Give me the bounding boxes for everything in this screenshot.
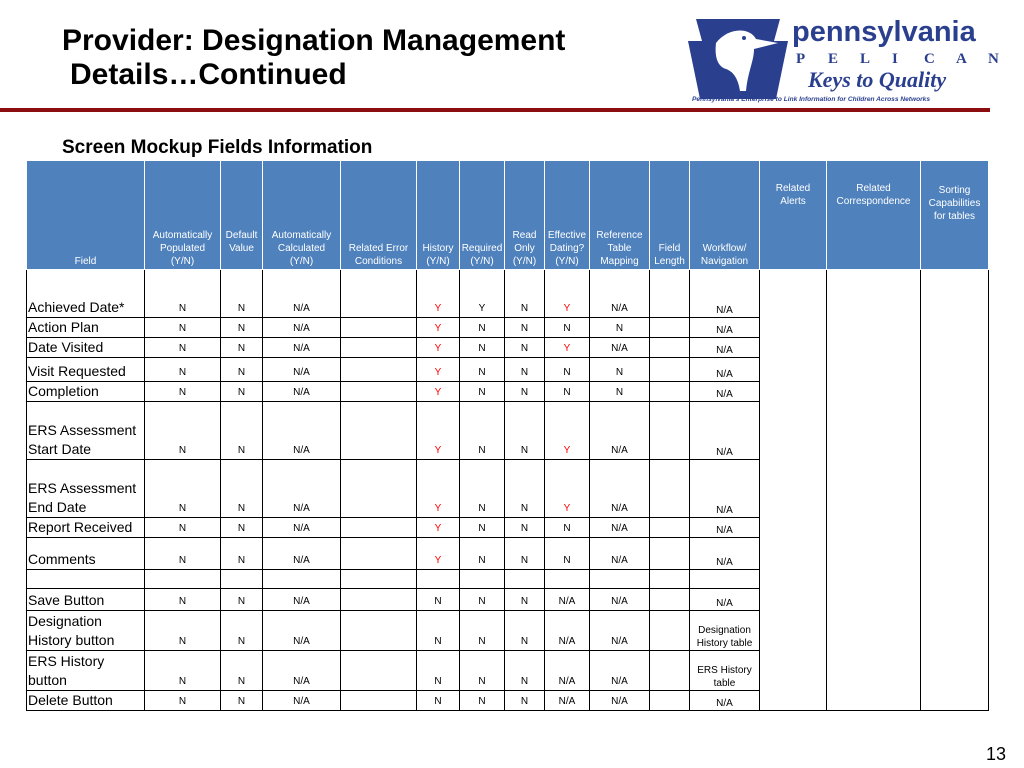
col-field: Field bbox=[27, 161, 145, 270]
cell-eff: N bbox=[545, 318, 590, 338]
cell-auto-pop: N bbox=[145, 538, 221, 570]
cell-read-only bbox=[505, 570, 545, 589]
cell-required: N bbox=[460, 318, 505, 338]
cell-error bbox=[341, 538, 417, 570]
cell-required: N bbox=[460, 358, 505, 382]
cell-calc: N/A bbox=[263, 611, 341, 651]
cell-error bbox=[341, 318, 417, 338]
cell-history: Y bbox=[417, 538, 460, 570]
page-title bbox=[62, 24, 565, 92]
cell-default: N bbox=[221, 611, 263, 651]
cell-default: N bbox=[221, 402, 263, 460]
cell-calc: N/A bbox=[263, 338, 341, 358]
field-name-cell: Comments bbox=[27, 538, 145, 570]
field-name-cell: Completion bbox=[27, 382, 145, 402]
cell-required: N bbox=[460, 538, 505, 570]
field-name-cell: Designation History button bbox=[27, 611, 145, 651]
svg-text:L: L bbox=[860, 51, 871, 67]
logo-tagline: Keys to Quality bbox=[808, 67, 947, 92]
page-number: 13 bbox=[985, 744, 1006, 764]
cell-len bbox=[650, 570, 690, 589]
cell-required: N bbox=[460, 460, 505, 518]
col-related-correspondence: Related Correspondence bbox=[827, 161, 921, 270]
cell-eff: N bbox=[545, 382, 590, 402]
field-name-cell: Delete Button bbox=[27, 691, 145, 711]
cell-len bbox=[650, 338, 690, 358]
cell-len bbox=[650, 358, 690, 382]
cell-eff: Y bbox=[545, 270, 590, 318]
cell-required: N bbox=[460, 691, 505, 711]
field-name-cell: Visit Requested bbox=[27, 358, 145, 382]
cell-calc bbox=[263, 570, 341, 589]
cell-len bbox=[650, 460, 690, 518]
svg-text:I: I bbox=[892, 51, 898, 67]
cell-required: N bbox=[460, 589, 505, 611]
title-line-1: Provider: Designation Management bbox=[62, 24, 566, 57]
col-effective-dating: Effective Dating? (Y/N) bbox=[545, 161, 590, 270]
col-default-value: Default Value bbox=[221, 161, 263, 270]
cell-auto-pop: N bbox=[145, 358, 221, 382]
cell-read-only: N bbox=[505, 270, 545, 318]
field-name-cell: Date Visited bbox=[27, 338, 145, 358]
cell-auto-pop: N bbox=[145, 318, 221, 338]
cell-history: Y bbox=[417, 518, 460, 538]
cell-history: Y bbox=[417, 358, 460, 382]
cell-ref: N/A bbox=[590, 402, 650, 460]
header-row bbox=[27, 161, 989, 270]
cell-len bbox=[650, 402, 690, 460]
cell-default: N bbox=[221, 589, 263, 611]
cell-auto-pop: N bbox=[145, 338, 221, 358]
cell-auto-pop: N bbox=[145, 460, 221, 518]
cell-related-correspondence bbox=[827, 270, 921, 711]
cell-history: N bbox=[417, 691, 460, 711]
cell-default: N bbox=[221, 538, 263, 570]
cell-workflow: N/A bbox=[690, 538, 760, 570]
cell-workflow: N/A bbox=[690, 402, 760, 460]
cell-ref: N bbox=[590, 358, 650, 382]
col-history: History (Y/N) bbox=[417, 161, 460, 270]
cell-workflow: Designation History table bbox=[690, 611, 760, 651]
cell-auto-pop: N bbox=[145, 611, 221, 651]
cell-workflow: N/A bbox=[690, 691, 760, 711]
cell-history: Y bbox=[417, 402, 460, 460]
cell-ref: N/A bbox=[590, 460, 650, 518]
cell-eff: Y bbox=[545, 460, 590, 518]
cell-read-only: N bbox=[505, 460, 545, 518]
field-name-cell: Achieved Date* bbox=[27, 270, 145, 318]
cell-required: Y bbox=[460, 270, 505, 318]
cell-auto-pop: N bbox=[145, 518, 221, 538]
cell-error bbox=[341, 358, 417, 382]
col-related-error: Related Error Conditions bbox=[341, 161, 417, 270]
cell-workflow: ERS History table bbox=[690, 651, 760, 691]
cell-workflow: N/A bbox=[690, 270, 760, 318]
field-name-cell: ERS History button bbox=[27, 651, 145, 691]
cell-error bbox=[341, 382, 417, 402]
cell-required: N bbox=[460, 338, 505, 358]
cell-default: N bbox=[221, 358, 263, 382]
cell-len bbox=[650, 270, 690, 318]
cell-error bbox=[341, 570, 417, 589]
cell-calc: N/A bbox=[263, 402, 341, 460]
svg-text:P: P bbox=[796, 51, 806, 67]
cell-error bbox=[341, 651, 417, 691]
cell-ref: N/A bbox=[590, 538, 650, 570]
field-name-cell: Save Button bbox=[27, 589, 145, 611]
cell-auto-pop: N bbox=[145, 651, 221, 691]
cell-eff: N/A bbox=[545, 589, 590, 611]
cell-default: N bbox=[221, 382, 263, 402]
cell-history: N bbox=[417, 611, 460, 651]
cell-len bbox=[650, 382, 690, 402]
cell-error bbox=[341, 402, 417, 460]
cell-required: N bbox=[460, 518, 505, 538]
table-row bbox=[27, 270, 989, 318]
field-name-cell: ERS Assessment End Date bbox=[27, 460, 145, 518]
col-reference-table: Reference Table Mapping bbox=[590, 161, 650, 270]
cell-ref: N/A bbox=[590, 338, 650, 358]
cell-default: N bbox=[221, 651, 263, 691]
cell-default: N bbox=[221, 460, 263, 518]
cell-required: N bbox=[460, 611, 505, 651]
logo-word: pennsylvania bbox=[792, 16, 976, 48]
header-rule bbox=[0, 108, 990, 112]
cell-default: N bbox=[221, 518, 263, 538]
col-workflow: Workflow/ Navigation bbox=[690, 161, 760, 270]
col-auto-populated: Automatically Populated (Y/N) bbox=[145, 161, 221, 270]
cell-history: Y bbox=[417, 318, 460, 338]
cell-ref: N/A bbox=[590, 518, 650, 538]
cell-read-only: N bbox=[505, 518, 545, 538]
cell-eff: N bbox=[545, 518, 590, 538]
cell-error bbox=[341, 589, 417, 611]
cell-calc: N/A bbox=[263, 382, 341, 402]
cell-history: Y bbox=[417, 270, 460, 318]
cell-workflow: N/A bbox=[690, 318, 760, 338]
cell-len bbox=[650, 538, 690, 570]
cell-auto-pop: N bbox=[145, 402, 221, 460]
logo-letters bbox=[796, 51, 999, 67]
cell-error bbox=[341, 338, 417, 358]
col-read-only: Read Only (Y/N) bbox=[505, 161, 545, 270]
cell-eff: N bbox=[545, 358, 590, 382]
pelican-logo bbox=[688, 13, 1018, 105]
cell-required: N bbox=[460, 402, 505, 460]
cell-history: Y bbox=[417, 338, 460, 358]
cell-len bbox=[650, 518, 690, 538]
cell-default: N bbox=[221, 270, 263, 318]
cell-workflow: N/A bbox=[690, 589, 760, 611]
cell-workflow: N/A bbox=[690, 382, 760, 402]
cell-eff: N/A bbox=[545, 611, 590, 651]
cell-sorting bbox=[921, 270, 989, 711]
cell-calc: N/A bbox=[263, 518, 341, 538]
cell-workflow: N/A bbox=[690, 460, 760, 518]
cell-auto-pop: N bbox=[145, 270, 221, 318]
cell-read-only: N bbox=[505, 358, 545, 382]
cell-calc: N/A bbox=[263, 589, 341, 611]
col-related-alerts: Related Alerts bbox=[760, 161, 827, 270]
cell-len bbox=[650, 651, 690, 691]
svg-text:E: E bbox=[828, 51, 839, 67]
col-required: Required (Y/N) bbox=[460, 161, 505, 270]
field-name-cell: Action Plan bbox=[27, 318, 145, 338]
cell-history: N bbox=[417, 589, 460, 611]
section-subtitle: Screen Mockup Fields Information bbox=[62, 137, 373, 158]
cell-ref: N bbox=[590, 382, 650, 402]
cell-error bbox=[341, 611, 417, 651]
field-name-cell: Report Received bbox=[27, 518, 145, 538]
cell-workflow: N/A bbox=[690, 338, 760, 358]
cell-read-only: N bbox=[505, 338, 545, 358]
cell-workflow: N/A bbox=[690, 358, 760, 382]
cell-eff: Y bbox=[545, 338, 590, 358]
cell-auto-pop bbox=[145, 570, 221, 589]
col-field-length: Field Length bbox=[650, 161, 690, 270]
cell-error bbox=[341, 691, 417, 711]
logo-footer: Pennsylvania's Enterprise to Link Information for Children Across Networks bbox=[692, 96, 931, 103]
cell-read-only: N bbox=[505, 691, 545, 711]
cell-ref: N/A bbox=[590, 651, 650, 691]
svg-text:N: N bbox=[988, 51, 999, 67]
cell-len bbox=[650, 318, 690, 338]
cell-eff: Y bbox=[545, 402, 590, 460]
cell-default bbox=[221, 570, 263, 589]
field-name-cell: ERS Assessment Start Date bbox=[27, 402, 145, 460]
fields-table bbox=[26, 160, 989, 711]
field-name-cell bbox=[27, 570, 145, 589]
cell-read-only: N bbox=[505, 382, 545, 402]
cell-auto-pop: N bbox=[145, 691, 221, 711]
cell-eff bbox=[545, 570, 590, 589]
cell-ref: N/A bbox=[590, 611, 650, 651]
cell-read-only: N bbox=[505, 402, 545, 460]
title-line-2: Details…Continued bbox=[70, 58, 347, 91]
cell-ref: N/A bbox=[590, 589, 650, 611]
cell-calc: N/A bbox=[263, 270, 341, 318]
cell-read-only: N bbox=[505, 611, 545, 651]
cell-eff: N/A bbox=[545, 651, 590, 691]
cell-error bbox=[341, 518, 417, 538]
cell-workflow bbox=[690, 570, 760, 589]
cell-calc: N/A bbox=[263, 538, 341, 570]
cell-error bbox=[341, 270, 417, 318]
cell-read-only: N bbox=[505, 538, 545, 570]
cell-default: N bbox=[221, 338, 263, 358]
cell-calc: N/A bbox=[263, 358, 341, 382]
cell-default: N bbox=[221, 318, 263, 338]
cell-auto-pop: N bbox=[145, 382, 221, 402]
cell-len bbox=[650, 589, 690, 611]
cell-eff: N/A bbox=[545, 691, 590, 711]
cell-ref: N/A bbox=[590, 691, 650, 711]
cell-calc: N/A bbox=[263, 460, 341, 518]
cell-read-only: N bbox=[505, 589, 545, 611]
cell-default: N bbox=[221, 691, 263, 711]
cell-auto-pop: N bbox=[145, 589, 221, 611]
cell-required bbox=[460, 570, 505, 589]
cell-workflow: N/A bbox=[690, 518, 760, 538]
cell-required: N bbox=[460, 382, 505, 402]
cell-eff: N bbox=[545, 538, 590, 570]
cell-error bbox=[341, 460, 417, 518]
cell-ref: N bbox=[590, 318, 650, 338]
cell-calc: N/A bbox=[263, 651, 341, 691]
cell-history: Y bbox=[417, 382, 460, 402]
cell-read-only: N bbox=[505, 318, 545, 338]
cell-required: N bbox=[460, 651, 505, 691]
svg-text:C: C bbox=[924, 51, 935, 67]
cell-history bbox=[417, 570, 460, 589]
cell-related-alerts bbox=[760, 270, 827, 711]
col-sorting: Sorting Capabilities for tables bbox=[921, 161, 989, 270]
cell-read-only: N bbox=[505, 651, 545, 691]
cell-len bbox=[650, 611, 690, 651]
cell-len bbox=[650, 691, 690, 711]
cell-history: Y bbox=[417, 460, 460, 518]
col-auto-calculated: Automatically Calculated (Y/N) bbox=[263, 161, 341, 270]
cell-history: N bbox=[417, 651, 460, 691]
cell-ref: N/A bbox=[590, 270, 650, 318]
svg-text:A: A bbox=[956, 51, 967, 67]
cell-ref bbox=[590, 570, 650, 589]
cell-calc: N/A bbox=[263, 691, 341, 711]
cell-calc: N/A bbox=[263, 318, 341, 338]
